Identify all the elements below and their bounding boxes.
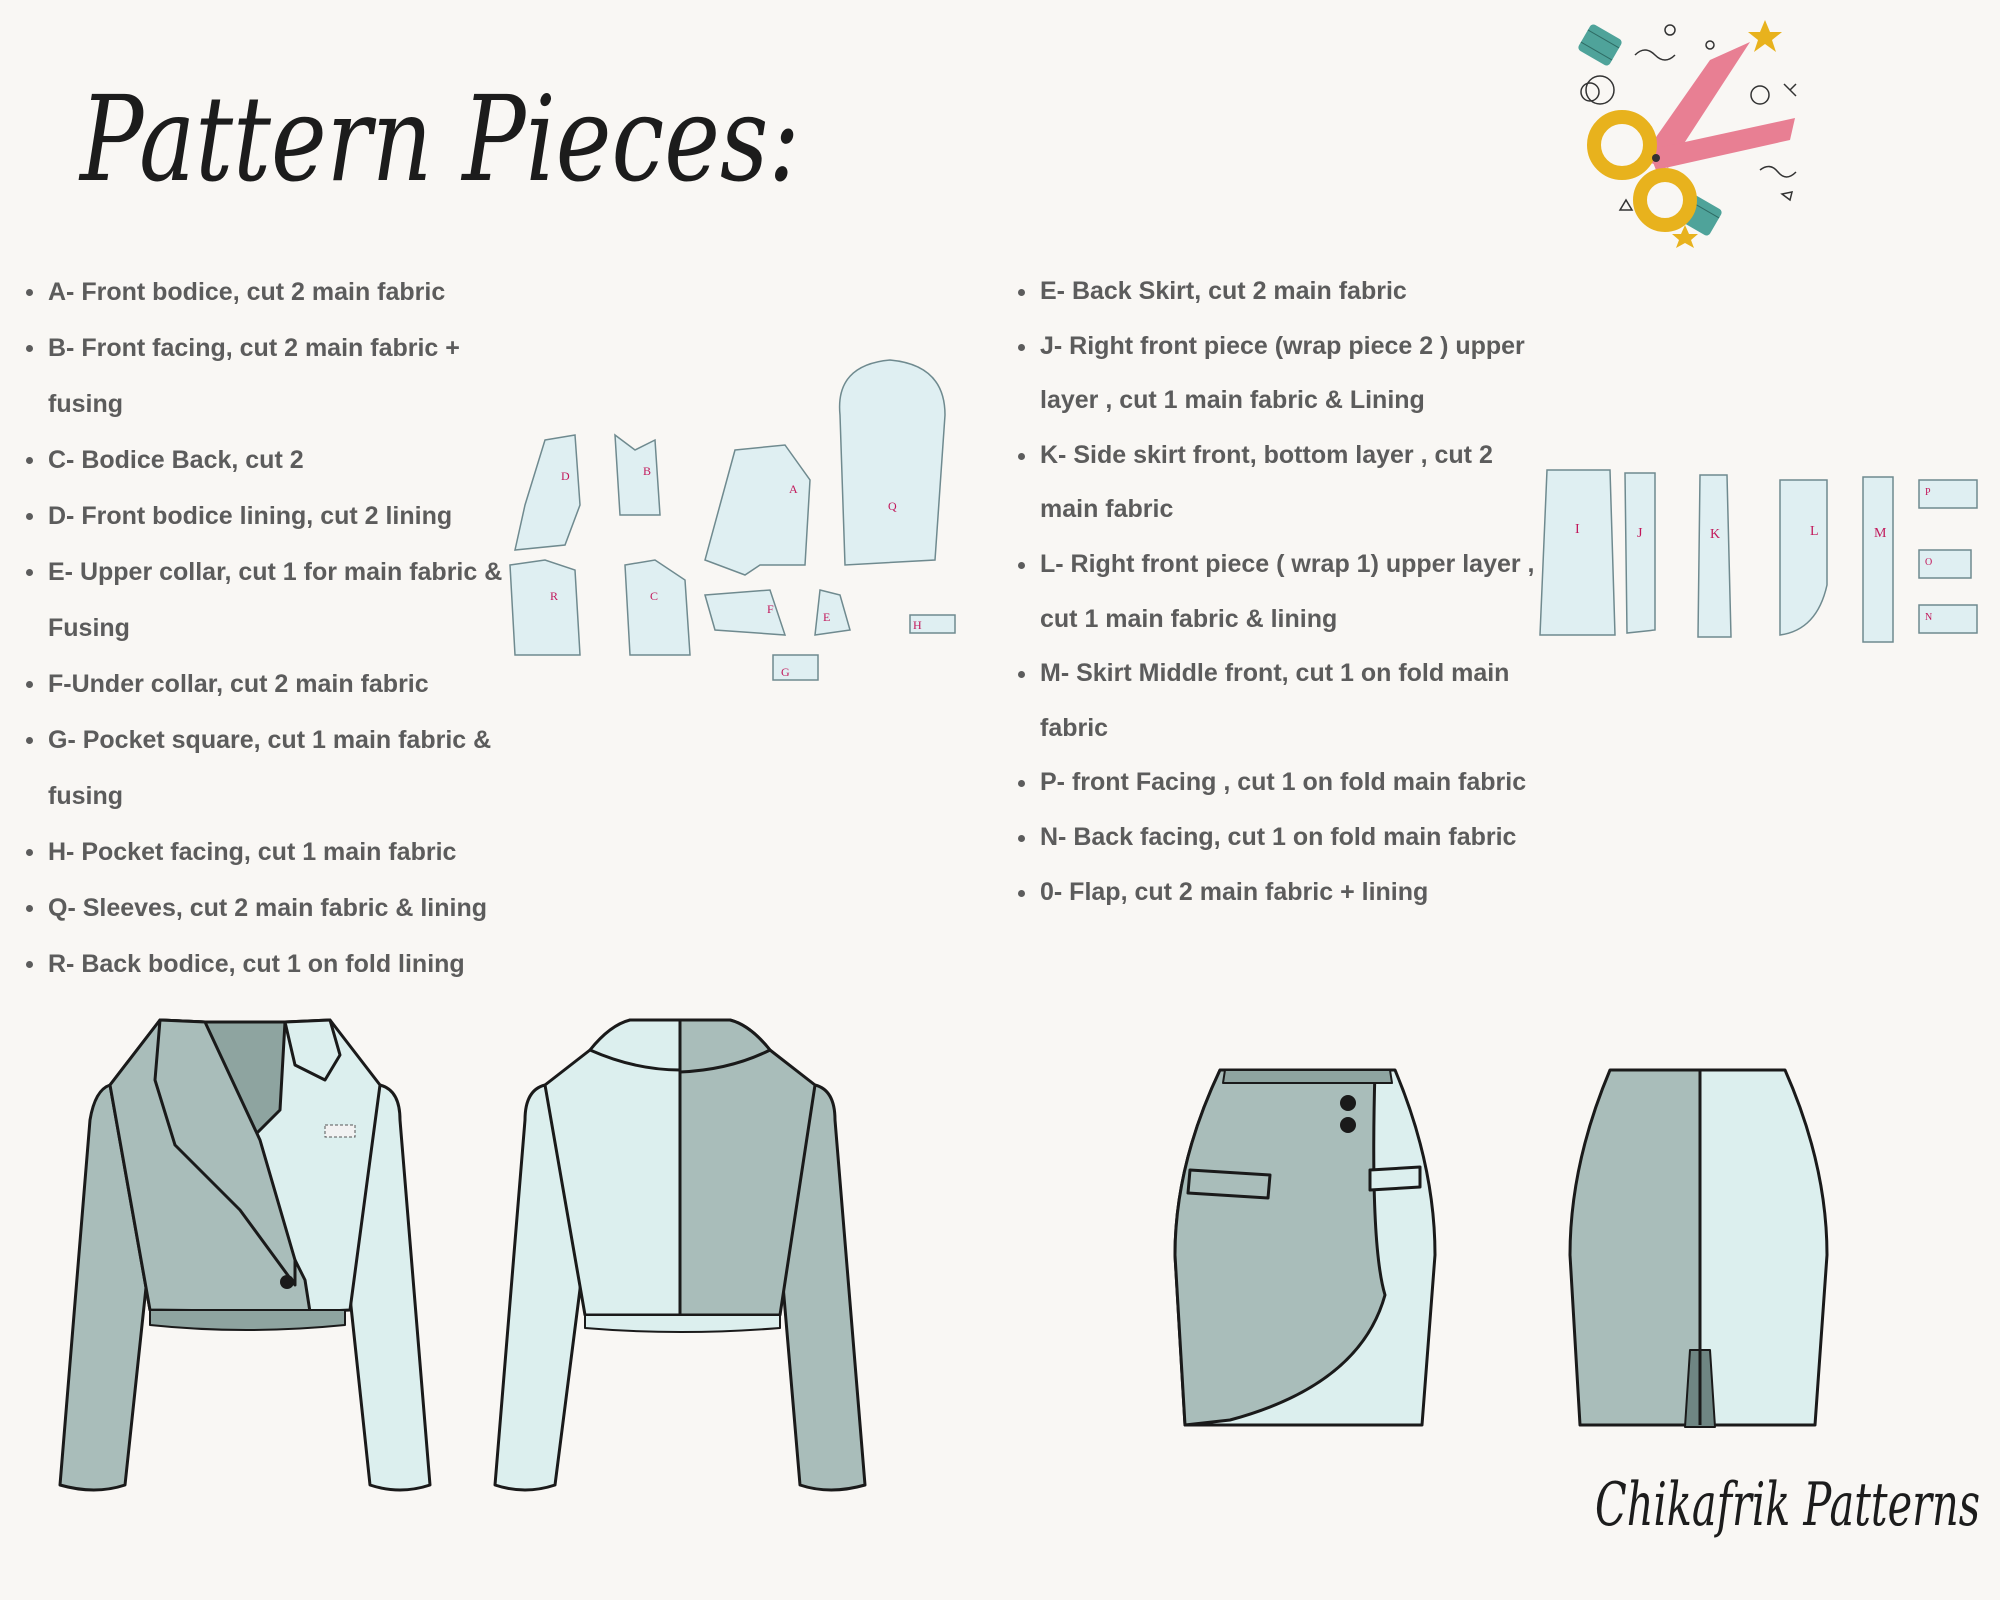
scissors-illustration [1560, 10, 1840, 250]
piece-label-f: F [767, 602, 774, 616]
list-item: N- Back facing, cut 1 on fold main fabric [1018, 810, 1538, 865]
list-item: B- Front facing, cut 2 main fabric + fusing [26, 320, 526, 432]
list-item: 0- Flap, cut 2 main fabric + lining [1018, 865, 1538, 920]
piece-label-k: K [1710, 527, 1721, 542]
piece-label-q: Q [888, 499, 897, 513]
piece-label-o: O [1925, 557, 1933, 568]
piece-label-g: G [781, 665, 790, 679]
list-item: L- Right front piece ( wrap 1) upper layer , cut 1 main fabric & lining [1018, 537, 1538, 646]
pattern-piece-c [625, 560, 690, 655]
list-item: P- front Facing , cut 1 on fold main fabric [1018, 755, 1538, 810]
list-item: C- Bodice Back, cut 2 [26, 432, 526, 488]
pattern-piece-e [815, 590, 850, 635]
list-item: R- Back bodice, cut 1 on fold lining [26, 936, 526, 992]
piece-label-i: I [1575, 522, 1580, 537]
list-item: Q- Sleeves, cut 2 main fabric & lining [26, 880, 526, 936]
pattern-piece-j [1625, 473, 1655, 633]
pattern-piece-b [615, 435, 660, 515]
piece-label-e: E [823, 610, 831, 624]
list-item: G- Pocket square, cut 1 main fabric & fusing [26, 712, 526, 824]
page-title-text: Pattern Pieces: [78, 70, 801, 208]
skirt-pattern-pieces [1535, 465, 1985, 645]
jacket-front-drawing [55, 1010, 435, 1510]
skirt-front-drawing [1170, 1065, 1440, 1440]
pattern-piece-k [1698, 475, 1731, 637]
list-item: M- Skirt Middle front, cut 1 on fold main fabric [1018, 646, 1538, 755]
list-item: E- Back Skirt, cut 2 main fabric [1018, 264, 1538, 319]
pattern-piece-q [840, 360, 945, 565]
list-item: E- Upper collar, cut 1 for main fabric & Fusing [26, 544, 526, 656]
pattern-piece-d [515, 435, 580, 550]
list-item: F-Under collar, cut 2 main fabric [26, 656, 526, 712]
pattern-piece-l [1780, 480, 1827, 635]
jacket-back-drawing [490, 1010, 870, 1510]
piece-label-j: J [1637, 526, 1643, 541]
jacket-pattern-pieces [505, 355, 965, 695]
piece-label-d: D [561, 469, 570, 483]
piece-label-m: M [1874, 526, 1887, 541]
brand-signature [1590, 1435, 1990, 1565]
pattern-piece-m [1863, 477, 1893, 642]
pattern-piece-i [1540, 470, 1615, 635]
list-item: J- Right front piece (wrap piece 2 ) upper layer , cut 1 main fabric & Lining [1018, 319, 1538, 428]
list-item: A- Front bodice, cut 2 main fabric [26, 264, 526, 320]
page-title [70, 40, 830, 240]
list-item: H- Pocket facing, cut 1 main fabric [26, 824, 526, 880]
piece-label-n: N [1925, 612, 1933, 623]
list-item: K- Side skirt front, bottom layer , cut 2 main fabric [1018, 428, 1538, 537]
skirt-back-drawing [1565, 1065, 1835, 1440]
piece-label-b: B [643, 464, 652, 478]
piece-label-a: A [789, 482, 798, 496]
piece-label-l: L [1810, 524, 1819, 539]
scissors-icon [1560, 10, 1840, 250]
pattern-piece-g [773, 655, 818, 680]
brand-name: Chikafrik Patterns [1595, 1470, 1980, 1540]
piece-label-r: R [550, 589, 559, 603]
piece-label-h: H [913, 618, 922, 632]
pattern-piece-r [510, 560, 580, 655]
pattern-piece-a [705, 445, 810, 575]
jacket-pieces-list [26, 264, 526, 992]
skirt-pieces-list [1018, 264, 1538, 919]
piece-label-c: C [650, 589, 659, 603]
piece-label-p: P [1925, 487, 1931, 498]
list-item: D- Front bodice lining, cut 2 lining [26, 488, 526, 544]
